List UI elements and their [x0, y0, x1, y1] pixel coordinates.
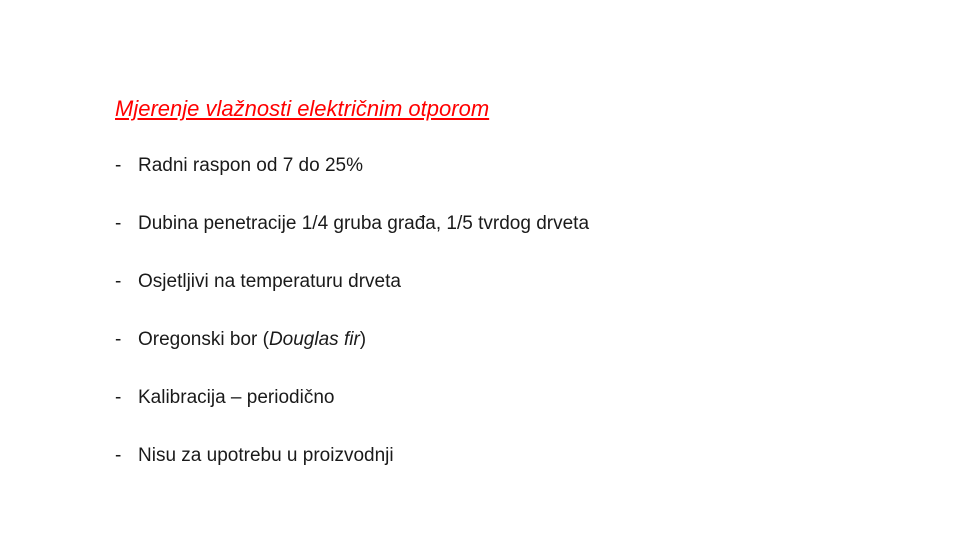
bullet-item-douglas-fir: [115, 329, 589, 387]
bullet-item-calibration: [115, 387, 589, 445]
bullet-text: Nisu za upotrebu u proizvodnji: [138, 445, 394, 466]
bullet-list: [115, 155, 589, 503]
bullet-text: Dubina penetracije 1/4 gruba građa, 1/5 tvrdog drveta: [138, 213, 590, 234]
bullet-item-penetration: [115, 213, 589, 271]
bullet-item-range: [115, 155, 589, 213]
bullet-marker: -: [115, 271, 122, 292]
bullet-text: Kalibracija – periodično: [138, 387, 335, 408]
bullet-marker: -: [115, 155, 122, 176]
bullet-marker: -: [115, 329, 122, 350]
bullet-text-after: ): [359, 329, 367, 350]
slide-title: Mjerenje vlažnosti električnim otporom: [115, 96, 490, 121]
bullet-marker: -: [115, 387, 122, 408]
bullet-text: Osjetljivi na temperaturu drveta: [138, 271, 401, 292]
bullet-text: Radni raspon od 7 do 25%: [138, 155, 363, 176]
bullet-item-production: [115, 445, 589, 503]
bullet-item-temperature: [115, 271, 589, 329]
bullet-marker: -: [115, 213, 122, 234]
bullet-text: [138, 329, 366, 351]
bullet-text-before: Oregonski bor (: [138, 329, 269, 350]
bullet-text-italic: Douglas fir: [268, 329, 360, 350]
bullet-marker: -: [115, 445, 122, 466]
